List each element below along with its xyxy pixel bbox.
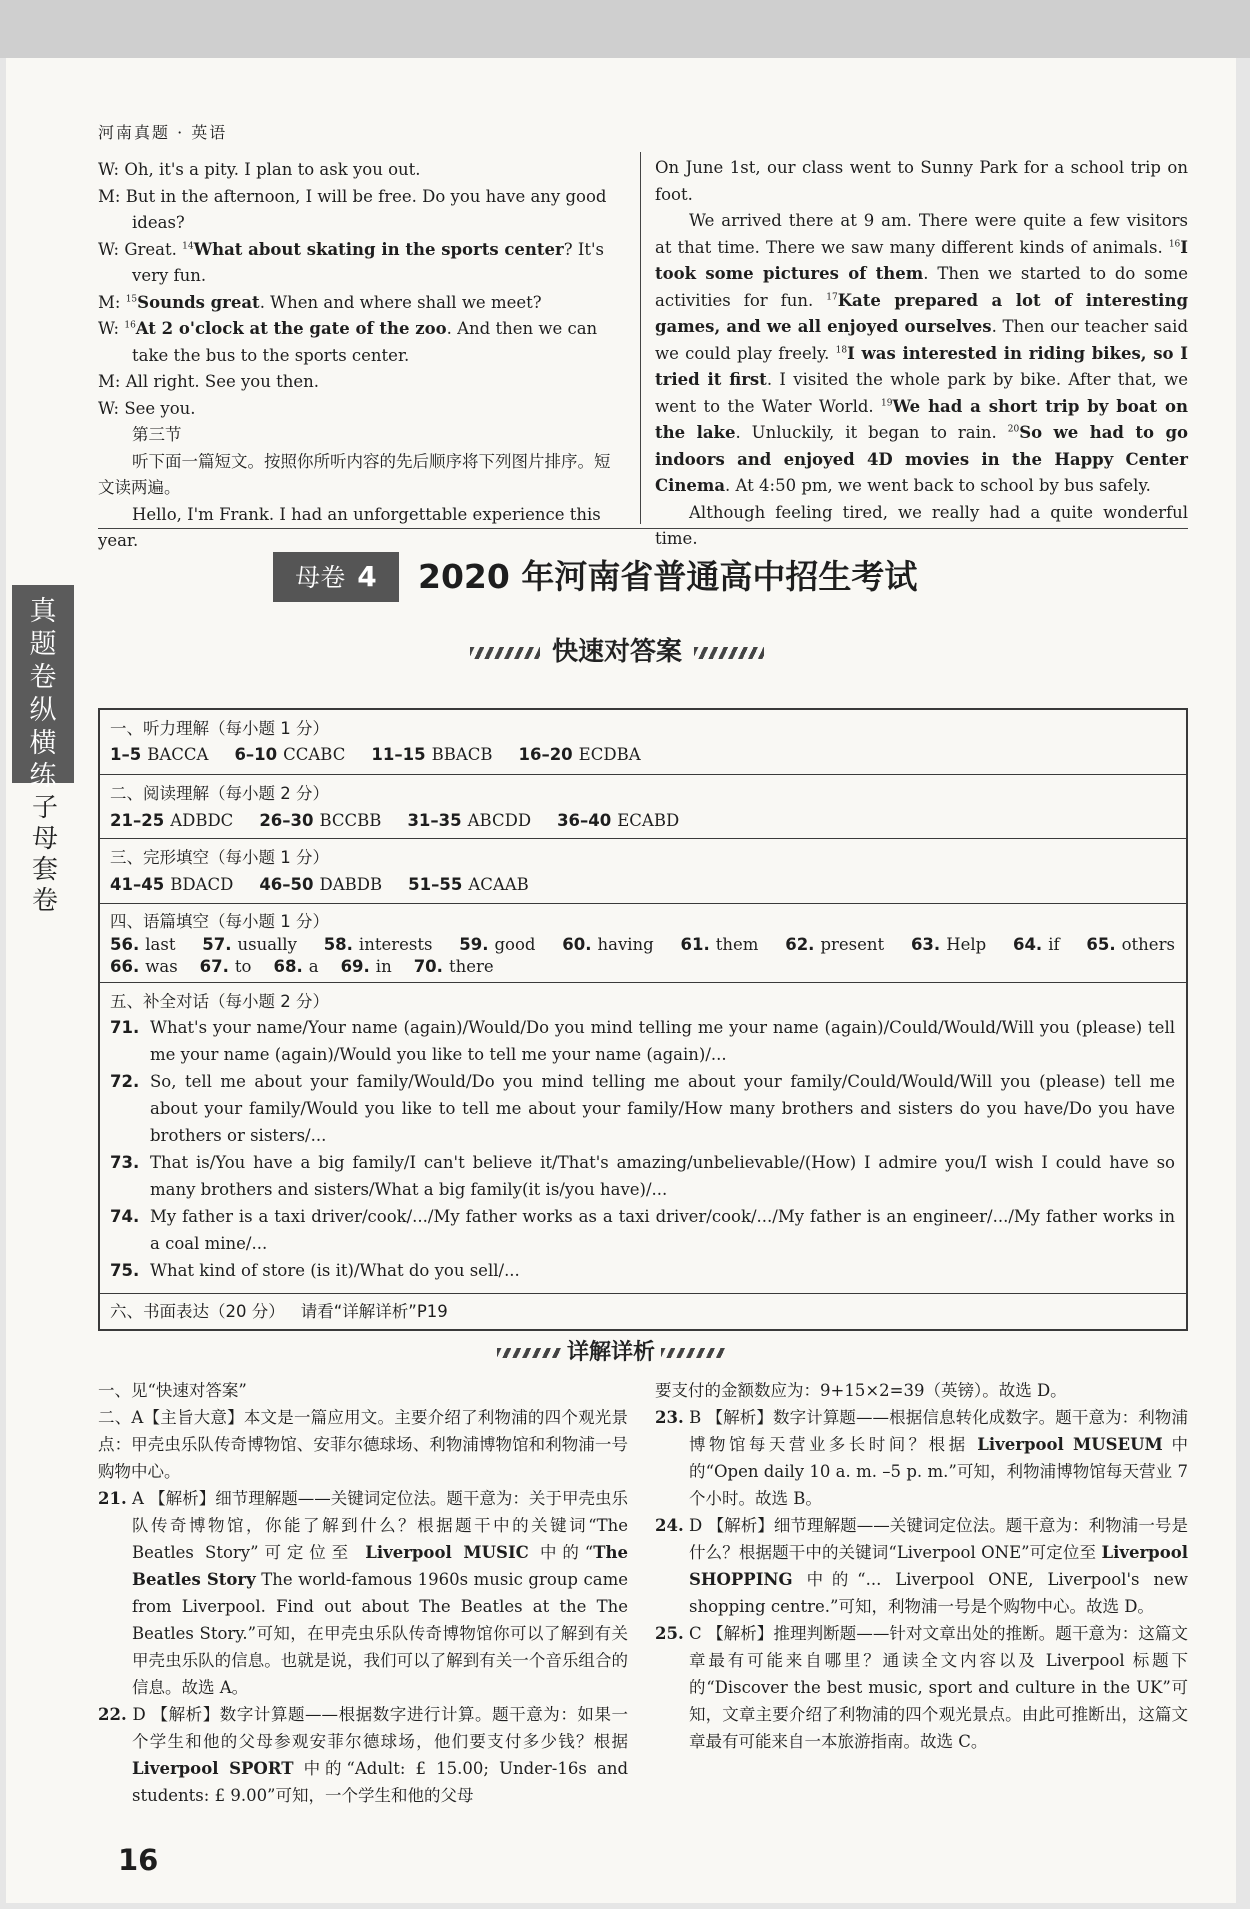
blank-answer [562, 931, 654, 958]
question-number: 69. [340, 957, 370, 976]
dialogue-label: 五、补全对话（每小题 2 分） [110, 992, 329, 1011]
answer-text: What kind of store (is it)/What do you sell/... [150, 1261, 520, 1280]
text-run: B 【解析】数字计算题——根据信息转化成数字。题干意为：利物浦博物馆每天营业多长时间？根据 [683, 1408, 1188, 1454]
explanation-paragraph [655, 1512, 1188, 1620]
page-number: 16 [118, 1843, 159, 1877]
answer-text: usually [237, 935, 297, 954]
detail-title: 详解详析 [567, 1340, 656, 1365]
badge-label: 母卷 [295, 563, 346, 592]
blank-answer [681, 931, 759, 958]
text-run: W: Great. [98, 239, 183, 259]
text-run: Liverpool SPORT [132, 1759, 294, 1778]
dialogue-answer-item [110, 1257, 1175, 1284]
blank-answer [200, 957, 252, 976]
column-divider [640, 152, 641, 524]
note-number: 20 [1007, 424, 1020, 435]
text-run: 23. [655, 1408, 684, 1427]
detail-stripes-right [661, 1348, 725, 1358]
dialogue-answers [110, 1014, 1175, 1284]
text-run: The world-famous 1960s music group came from Liverpool. Find out about The Beatles at the The Beatles Story.”可知，在甲壳虫乐队传奇博物馆你可以了解到有关甲壳虫乐队的信息。也就是说，我们可以了解到有关一个音乐组合的信息。故选 A。 [132, 1570, 628, 1697]
explanation-paragraph [98, 1377, 628, 1404]
text-run: 中的“... Liverpool ONE, Liverpool's new shopping centre.”可知，利物浦一号是个购物中心。故选 D。 [689, 1570, 1188, 1616]
text-run: 21. [98, 1489, 127, 1508]
text-run: D 【解析】数字计算题——根据数字进行计算。题干意为：如果一个学生和他的父母参观安菲尔德球场，他们要支付多少钱？根据 [126, 1705, 628, 1751]
text-run: . Then we started to do some activities for fun. [655, 264, 1189, 310]
listening-label: 一、听力理解（每小题 1 分） [110, 719, 329, 738]
running-header: 河南真题 · 英语 [98, 123, 228, 142]
answer-text: last [145, 935, 176, 954]
question-number: 74. [110, 1207, 140, 1226]
note-number: 18 [835, 345, 848, 355]
text-run: I took some pictures of them [655, 237, 1188, 283]
answer-group [518, 745, 640, 764]
section-divider [98, 528, 1188, 529]
text-run: 听下面一篇短文。按照你所听内容的先后顺序将下列图片排序。短文读两遍。 [98, 451, 611, 497]
answer-text: a [308, 957, 319, 976]
answer-text: ECDBA [578, 745, 641, 764]
text-run: C 【解析】推理判断题——针对文章出处的推断。题干意为：这篇文章最有可能来自哪里？通读全文内容以及 Liverpool 标题下的“Discover the best music, sport and culture in the UK”可知，文章主要介绍了利物浦的四个观光景点。由此可推断出，这篇文章最有可能来自一本旅游指南。故选 C。 [683, 1624, 1188, 1751]
answer-text: What's your name/Your name (again)/Would/Do you mind telling me your name (again)/Could/Would/Will you (please) tell me your name (again)/Would you like to tell me your name (again)/... [150, 1018, 1175, 1064]
gap-filling-answers-2 [110, 953, 516, 980]
answer-text: BBACB [431, 745, 493, 764]
side-tab-series [12, 585, 74, 792]
text-run: . I visited the whole park by bike. After that, we went to the Water World. [655, 370, 1188, 416]
detail-heading [497, 1335, 725, 1371]
answer-key-box [98, 708, 1188, 1331]
note-number: 14 [182, 241, 194, 251]
question-number: 67. [199, 957, 229, 976]
question-number: 60. [562, 935, 592, 954]
paper-badge [273, 552, 399, 602]
text-run: ? It's very fun. [132, 239, 604, 285]
dialogue-paragraph [98, 422, 626, 449]
question-number: 63. [910, 935, 941, 954]
note-number: 16 [1168, 239, 1181, 249]
explanation-paragraph [98, 1701, 628, 1809]
heading-stripes-right [694, 647, 764, 659]
question-number: 66. [110, 957, 140, 976]
heading-stripes-left [470, 647, 540, 659]
text-run: . Unluckily, it began to rain. [735, 423, 1008, 442]
passage-paragraph [655, 155, 1188, 208]
text-run: 22. [98, 1705, 127, 1724]
text-run: 要支付的金额数应为：9+15×2=39（英镑）。故选 D。 [655, 1381, 1067, 1400]
listening-answers [110, 741, 667, 768]
answer-text: BCCBB [319, 811, 382, 830]
answer-text: having [597, 935, 654, 954]
answer-group [234, 745, 345, 764]
question-number: 59. [459, 935, 489, 954]
quick-answers-heading [458, 632, 776, 672]
answer-text: there [448, 957, 494, 976]
answer-group [110, 875, 233, 894]
detail-left-column [98, 1377, 628, 1809]
dialogue-answer-item [110, 1149, 1175, 1203]
answer-row-listening [100, 710, 1186, 774]
quick-answers-title: 快速对答案 [552, 637, 683, 667]
question-number: 51–55 [408, 875, 463, 894]
answer-group [110, 745, 208, 764]
answer-group [408, 875, 529, 894]
question-number: 71. [110, 1018, 140, 1037]
detail-stripes-left [497, 1348, 561, 1358]
dialogue-answer-item [110, 1014, 1175, 1068]
text-run: Hello, I'm Frank. I had an unforgettable experience this year. [98, 504, 601, 550]
reading-label: 二、阅读理解（每小题 2 分） [110, 784, 329, 803]
answer-text: CCABC [283, 745, 346, 764]
text-run: 中的“Open daily 10 a. m. –5 p. m.”可知，利物浦博物馆每天营业 7 个小时。故选 B。 [689, 1435, 1188, 1508]
explanation-paragraph [655, 1377, 1188, 1404]
answer-row-writing [100, 1293, 1186, 1329]
dialogue-paragraph [98, 369, 626, 396]
passage-column [655, 155, 1188, 553]
text-run: Liverpool MUSIC [365, 1543, 529, 1562]
question-number: 64. [1012, 935, 1043, 954]
dialogue-column [98, 157, 626, 555]
dialogue-paragraph [98, 396, 626, 423]
answer-row-cloze [100, 838, 1186, 903]
text-run: I was interested in riding bikes, so I tried it first [655, 343, 1188, 389]
cloze-answers [110, 871, 555, 898]
text-run: So we had to go indoors and enjoyed 4D movies in the Happy Center Cinema [655, 423, 1189, 495]
explanation-paragraph [98, 1485, 628, 1701]
text-run: Liverpool MUSEUM [977, 1435, 1163, 1454]
writing-label [110, 1298, 448, 1325]
text-run: W: See you. [98, 398, 196, 418]
text-run: The Beatles Story [132, 1543, 628, 1589]
question-number: 41–45 [110, 875, 165, 894]
reading-answers [110, 807, 705, 834]
cloze-label: 三、完形填空（每小题 1 分） [110, 848, 329, 867]
question-number: 62. [785, 935, 815, 954]
text-run: 24. [655, 1516, 684, 1535]
text-run: A 【解析】细节理解题——关键词定位法。题干意为：关于甲壳虫乐队传奇博物馆，你能了解到什么？根据题干中的关键词“The Beatles Story”可定位至 [126, 1489, 628, 1562]
answer-text: BACCA [147, 745, 209, 764]
answer-row-gap-filling [100, 903, 1186, 982]
question-number: 46–50 [259, 875, 314, 894]
answer-text: in [375, 957, 392, 976]
blank-answer [110, 957, 178, 976]
text-run: 25. [655, 1624, 684, 1643]
question-number: 6–10 [234, 745, 278, 764]
blank-answer [341, 957, 392, 976]
explanation-paragraph [655, 1620, 1188, 1755]
answer-text: was [145, 957, 178, 976]
answer-text: present [820, 935, 885, 954]
dialogue-paragraph [98, 237, 626, 290]
text-run: Liverpool SHOPPING [689, 1543, 1188, 1589]
answer-text: interests [358, 935, 433, 954]
question-number: 57. [202, 935, 232, 954]
dialogue-paragraph [98, 449, 626, 502]
writing-note: 请看“详解详析”P19 [300, 1302, 448, 1321]
text-run: 中的“ [528, 1543, 594, 1562]
blank-answer [1086, 931, 1175, 958]
text-run: M: [98, 292, 126, 312]
text-run: Sounds great [137, 292, 260, 312]
text-run: We arrived there at 9 am. There were quite a few visitors at that time. There we saw many different kinds of animals. [655, 211, 1188, 257]
gap-filling-label: 四、语篇填空（每小题 1 分） [110, 912, 329, 931]
blank-answer [273, 957, 318, 976]
answer-group [557, 811, 679, 830]
answer-text: if [1048, 935, 1060, 954]
question-number: 21–25 [110, 811, 165, 830]
dialogue-paragraph [98, 290, 626, 317]
answer-group [110, 811, 233, 830]
side-tab-set [22, 793, 68, 917]
question-number: 16–20 [518, 745, 573, 764]
question-number: 68. [273, 957, 303, 976]
text-run: We had a short trip by boat on the lake [655, 396, 1188, 442]
question-number: 56. [110, 935, 140, 954]
answer-text: My father is a taxi driver/cook/.../My father works as a taxi driver/cook/.../My father is an engineer/.../My father works in a coal mine/... [150, 1207, 1175, 1253]
text-run: W: Oh, it's a pity. I plan to ask you out. [98, 160, 421, 179]
text-run: . When and where shall we meet? [259, 292, 542, 312]
text-run: . Then our teacher said we could play freely. [655, 317, 1189, 363]
question-number: 26–30 [259, 811, 314, 830]
text-run: 中的“Adult: £ 15.00; Under-16s and students: £ 9.00”可知，一个学生和他的父母 [132, 1759, 629, 1805]
scan-top-band [0, 0, 1250, 58]
blank-answer [414, 957, 494, 976]
text-run: . At 4:50 pm, we went back to school by bus safely. [725, 476, 1151, 495]
answer-text: DABDB [319, 875, 383, 894]
answer-row-reading [100, 774, 1186, 838]
question-number: 72. [110, 1072, 140, 1091]
answer-group [259, 811, 381, 830]
text-run: Although feeling tired, we really had a quite wonderful time. [655, 502, 1188, 548]
note-number: 15 [125, 294, 138, 304]
passage-paragraph [655, 208, 1188, 500]
blank-answer [1013, 931, 1060, 958]
text-run: M: All right. See you then. [98, 372, 319, 391]
answer-group [371, 745, 492, 764]
answer-group [407, 811, 531, 830]
text-run: At 2 o'clock at the gate of the zoo [135, 319, 447, 338]
note-number: 19 [881, 398, 893, 408]
answer-text: good [494, 935, 536, 954]
answer-text: to [234, 957, 252, 976]
question-number: 1–5 [110, 745, 142, 764]
badge-number: 4 [357, 560, 377, 593]
text-run: W: [98, 319, 125, 338]
text-run: M: But in the afternoon, I will be free. Do you have any good ideas? [98, 186, 607, 232]
answer-group [259, 875, 382, 894]
detail-right-column [655, 1377, 1188, 1755]
answer-text: ABCDD [467, 811, 532, 830]
dialogue-answer-item [110, 1203, 1175, 1257]
question-number: 31–35 [407, 811, 462, 830]
text-run: 第三节 [132, 425, 182, 444]
answer-text: BDACD [170, 875, 234, 894]
question-number: 61. [680, 935, 710, 954]
question-number: 11–15 [371, 745, 426, 764]
text-run: . And then we can take the bus to the sports center. [132, 319, 598, 365]
question-number: 73. [110, 1153, 140, 1172]
text-run: Kate prepared a lot of interesting games, and we all enjoyed ourselves [655, 290, 1188, 336]
writing-label-text: 六、书面表达（20 分） [110, 1302, 285, 1321]
dialogue-paragraph [98, 316, 626, 369]
blank-answer [911, 931, 986, 958]
text-run: 一、见“快速对答案” [98, 1381, 247, 1400]
explanation-paragraph [655, 1404, 1188, 1512]
dialogue-paragraph [98, 184, 626, 237]
note-number: 16 [124, 320, 136, 331]
question-number: 75. [110, 1261, 140, 1280]
answer-text: ECABD [617, 811, 680, 830]
question-number: 58. [323, 935, 353, 954]
side-tab-series-text: 真题卷纵横练 [29, 596, 57, 792]
question-number: 65. [1086, 935, 1116, 954]
answer-text: others [1121, 935, 1175, 954]
blank-answer [785, 931, 884, 958]
text-run: On June 1st, our class went to Sunny Park for a school trip on foot. [655, 158, 1188, 204]
text-run: 二、A【主旨大意】本文是一篇应用文。主要介绍了利物浦的四个观光景点：甲壳虫乐队传奇博物馆、安菲尔德球场、利物浦博物馆和利物浦一号购物中心。 [98, 1408, 628, 1481]
text-run: D 【解析】细节理解题——关键词定位法。题干意为：利物浦一号是什么？根据题干中的关键词“Liverpool ONE”可定位至 [683, 1516, 1188, 1562]
passage-paragraph [655, 500, 1188, 553]
dialogue-paragraph [98, 157, 626, 184]
answer-text: ACAAB [468, 875, 529, 894]
answer-text: them [715, 935, 759, 954]
text-run: What about skating in the sports center [193, 239, 564, 259]
answer-text: That is/You have a big family/I can't believe it/That's amazing/unbelievable/(How) I admire you/I wish I could have so many brothers and sisters/What a big family(it is/you have)/... [150, 1153, 1175, 1199]
dialogue-answer-item [110, 1068, 1175, 1149]
question-number: 36–40 [557, 811, 612, 830]
exam-title: 2020 年河南省普通高中招生考试 [418, 557, 918, 596]
answer-text: Help [946, 935, 987, 954]
side-tab-set-text: 子母套卷 [31, 793, 58, 916]
answer-row-dialogue [100, 982, 1186, 1293]
explanation-paragraph [98, 1404, 628, 1485]
answer-text: So, tell me about your family/Would/Do you mind telling me about your family/Could/Would/Will you (please) tell me about your family/Would you like to tell me about your family/How many brothers and sisters do you have/Do you have brothers or sisters/... [150, 1072, 1175, 1145]
answer-text: ADBDC [170, 811, 234, 830]
note-number: 17 [826, 292, 838, 302]
question-number: 70. [413, 957, 443, 976]
